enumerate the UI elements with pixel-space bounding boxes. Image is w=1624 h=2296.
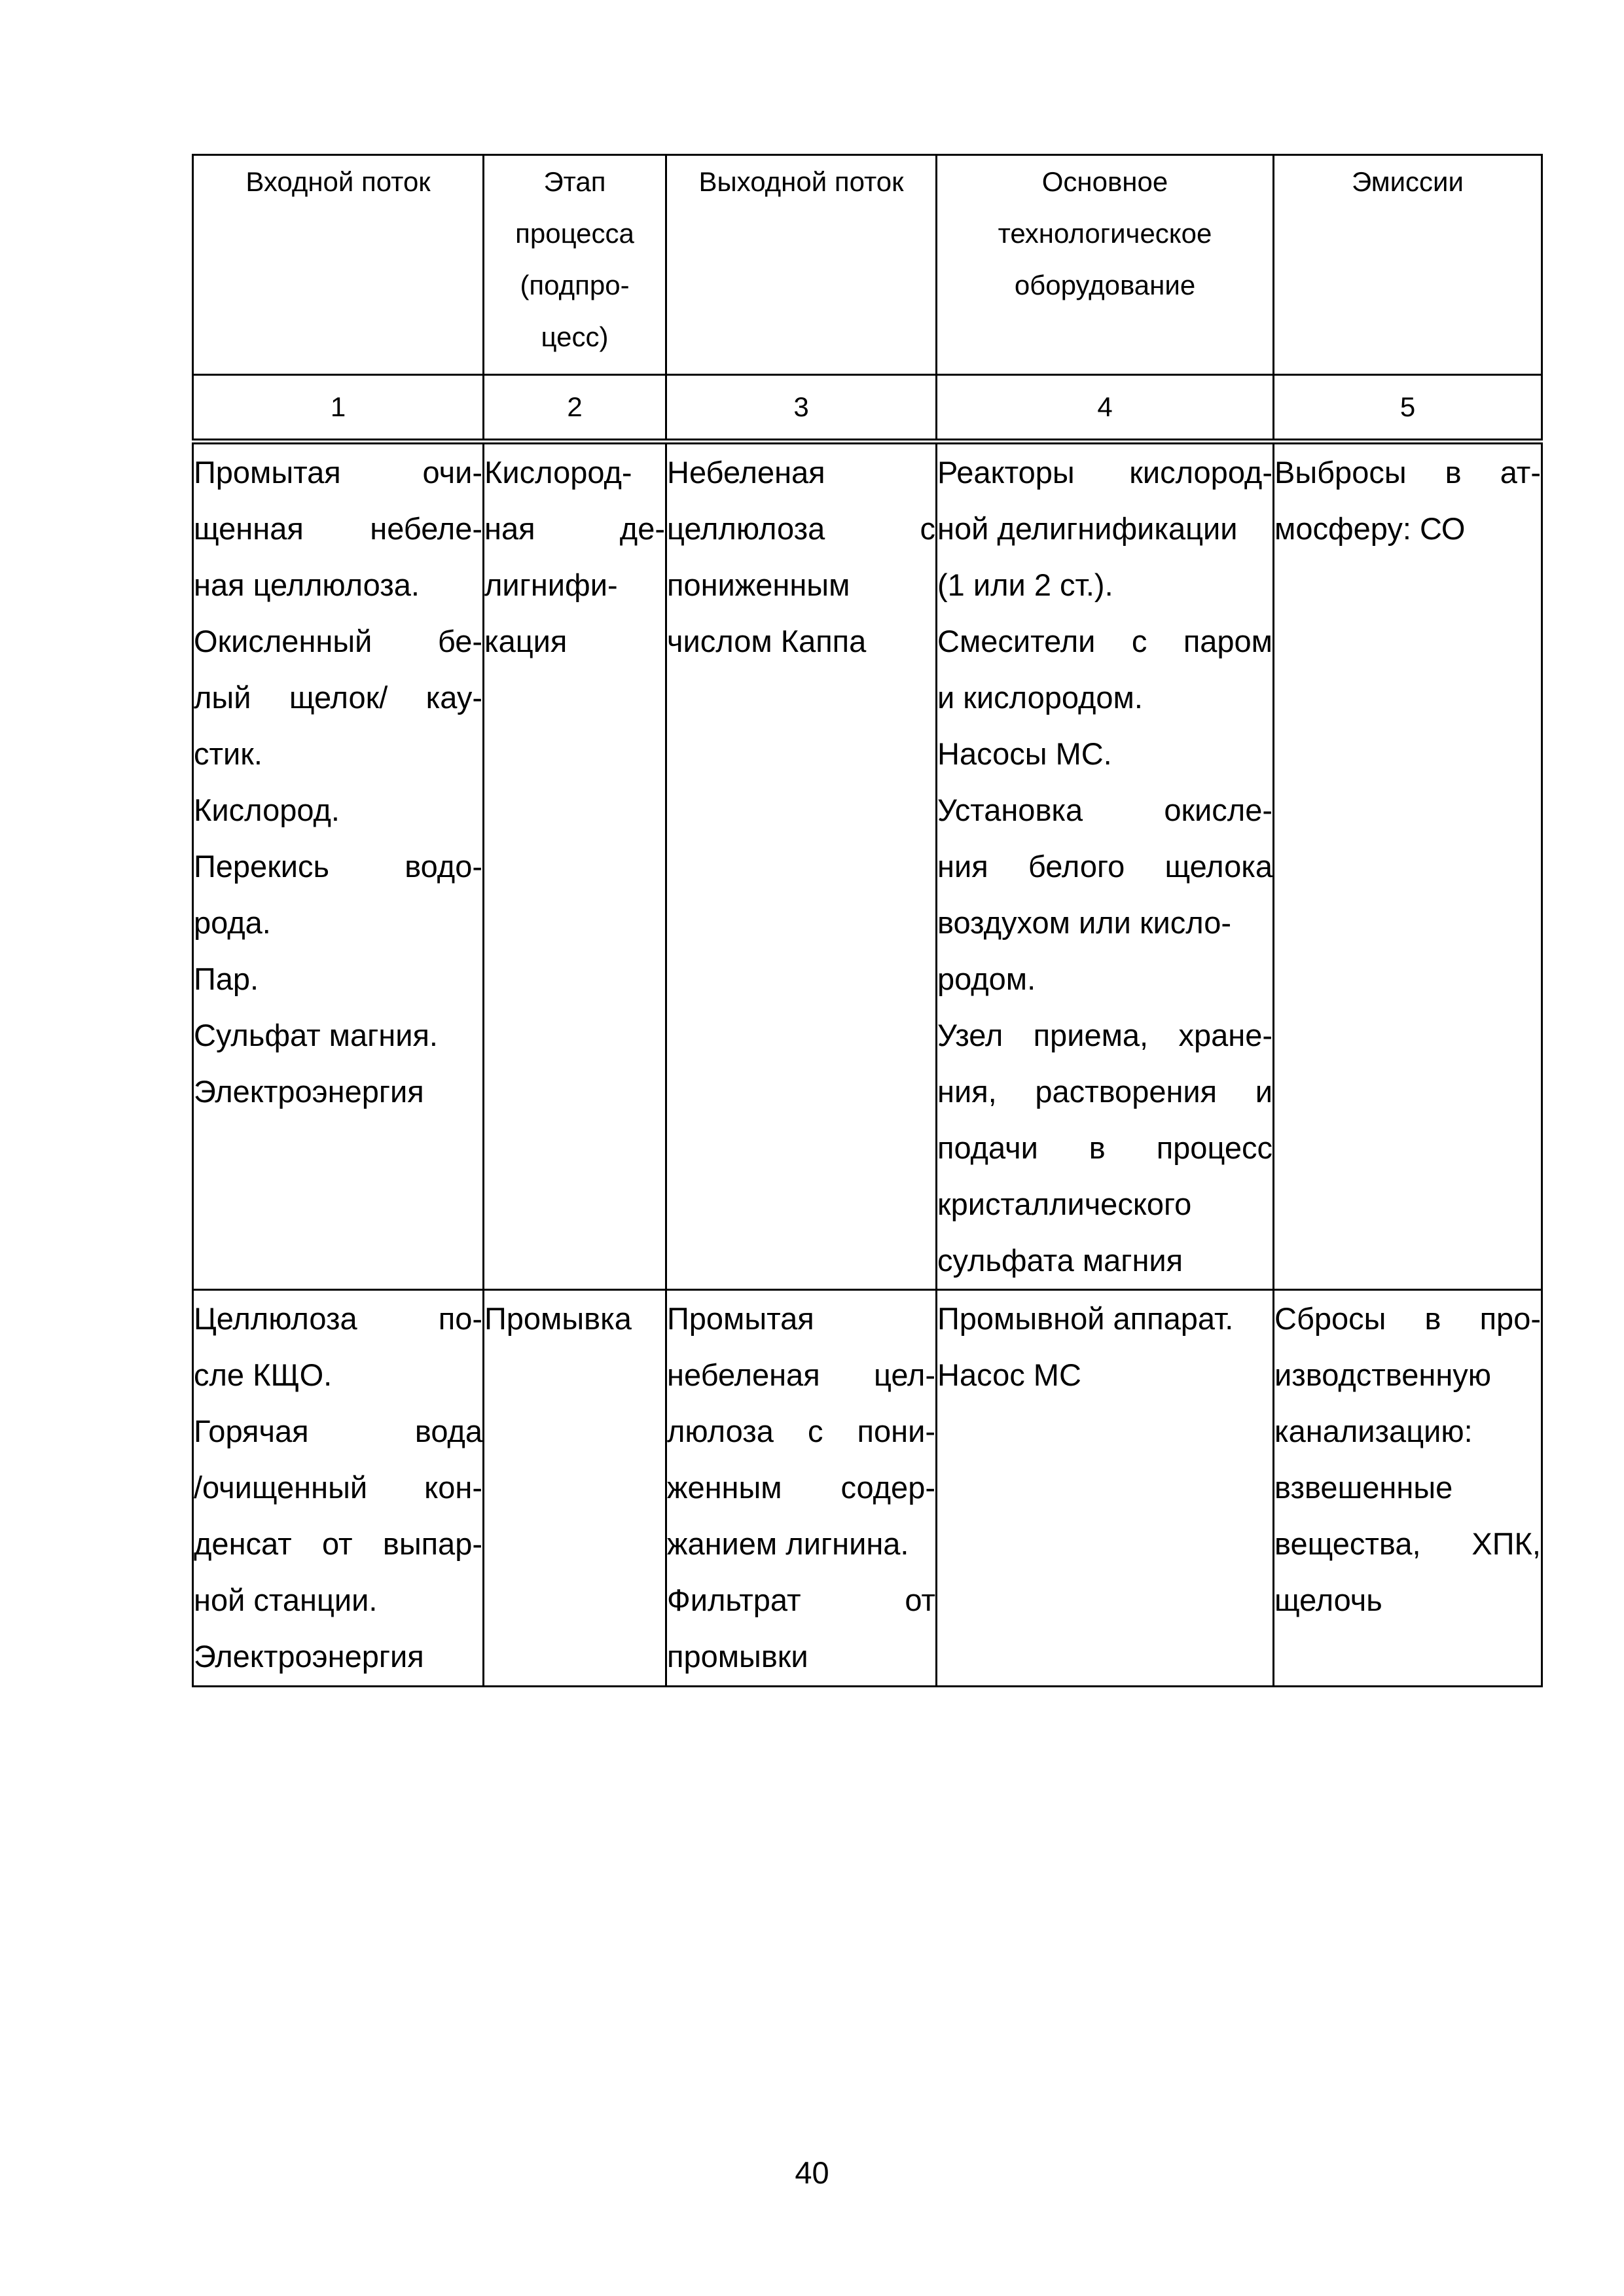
cell-text-line: изводственную [1274, 1357, 1492, 1392]
cell-text-line: Кислород- [484, 455, 632, 490]
cell-text-line: сульфата магния [937, 1243, 1183, 1278]
cell-text-line: стик. [194, 736, 262, 771]
cell-text-line: Электроэнергия [194, 1074, 424, 1109]
cell-word: щелока [1164, 849, 1272, 884]
cell-text-line: кация [484, 624, 568, 658]
column-number: 1 [193, 375, 484, 442]
cell-text-line [667, 1460, 935, 1516]
cell-text-line: жанием лигнина. [667, 1526, 909, 1561]
cell-word: от [321, 1526, 353, 1561]
cell-word: в [1089, 1130, 1106, 1165]
cell-word: Горячая [194, 1414, 309, 1448]
cell-word: денсат [194, 1526, 292, 1561]
cell-word: люлоза [667, 1414, 774, 1448]
cell-text-line: Кислород. [194, 793, 340, 827]
cell-word: ния [937, 849, 988, 884]
cell-word: с [807, 1414, 823, 1448]
cell-text-line [937, 444, 1272, 501]
header-text-line: Основное [1041, 166, 1168, 197]
cell-word: паром [1183, 624, 1272, 658]
column-number-row [193, 375, 1542, 442]
process-stage-cell [484, 442, 666, 1290]
cell-word: /очищенный [194, 1470, 368, 1505]
header-process-stage [484, 155, 666, 375]
equipment-cell [937, 1290, 1274, 1687]
header-input-flow [193, 155, 484, 375]
cell-word: по- [438, 1301, 482, 1336]
cell-text-line: ная целлюлоза. [194, 567, 420, 602]
cell-word: Промытая [194, 455, 341, 490]
cell-word: растворения [1035, 1074, 1218, 1109]
table-row [193, 442, 1542, 1290]
cell-word: щенная [194, 511, 304, 546]
cell-word: ХПК, [1471, 1526, 1541, 1561]
cell-word: очи- [422, 455, 482, 490]
cell-text-line [667, 1347, 935, 1403]
cell-text-line: лигнифи- [484, 567, 618, 602]
cell-text-line [1274, 1516, 1541, 1572]
cell-word: пони- [857, 1414, 935, 1448]
cell-text-line: Промывка [484, 1301, 632, 1336]
cell-word: ная [484, 511, 535, 546]
cell-word: содер- [840, 1470, 935, 1505]
cell-text-line [937, 1120, 1272, 1176]
cell-word: женным [667, 1470, 782, 1505]
cell-text-line: ной станции. [194, 1583, 378, 1617]
cell-word: Целлюлоза [194, 1301, 357, 1336]
cell-word: Реакторы [937, 455, 1075, 490]
cell-word: Окисленный [194, 624, 372, 658]
input-flow-cell [193, 1290, 484, 1687]
cell-text-line: (1 или 2 ст.). [937, 567, 1113, 602]
cell-text-line [194, 670, 482, 726]
cell-text-line [667, 1572, 935, 1628]
cell-text-line [194, 613, 482, 670]
cell-word: Перекись [194, 849, 330, 884]
header-text-line: Эмиссии [1352, 166, 1464, 197]
cell-text-line: Электроэнергия [194, 1639, 424, 1674]
cell-word: ат- [1500, 455, 1541, 490]
cell-word: подачи [937, 1130, 1038, 1165]
header-row [193, 155, 1542, 375]
cell-text-line: Насосы МС. [937, 736, 1112, 771]
column-number: 5 [1274, 375, 1542, 442]
header-text-line: (подпро- [520, 270, 630, 300]
cell-text-line: Насос МС [937, 1357, 1081, 1392]
cell-text-line [667, 501, 935, 557]
cell-text-line: Пар. [194, 961, 259, 996]
cell-word: от [905, 1583, 935, 1617]
cell-text-line [484, 501, 665, 557]
output-flow-cell [666, 442, 937, 1290]
cell-text-line [937, 1007, 1272, 1064]
cell-text-line [1274, 444, 1541, 501]
cell-word: выпар- [382, 1526, 482, 1561]
column-number: 2 [484, 375, 666, 442]
header-text-line: цесс) [541, 321, 609, 352]
output-flow-cell [666, 1290, 937, 1687]
cell-text-line: ной делигнификации [937, 511, 1238, 546]
cell-text-line: мосферу: СО [1274, 511, 1466, 546]
header-text-line: Этап [543, 166, 606, 197]
cell-text-line: родом. [937, 961, 1036, 996]
cell-text-line [1274, 1291, 1541, 1347]
cell-word: Сбросы [1274, 1301, 1386, 1336]
table-row [193, 1290, 1542, 1687]
cell-word: в [1424, 1301, 1441, 1336]
cell-word: хране- [1178, 1018, 1272, 1052]
cell-word: вода [414, 1414, 482, 1448]
header-text-line: процесса [515, 218, 634, 249]
cell-word: Установка [937, 793, 1083, 827]
cell-word: кау- [425, 680, 482, 715]
cell-text-line: сле КЩО. [194, 1357, 333, 1392]
cell-text-line [194, 444, 482, 501]
cell-text-line: и кислородом. [937, 680, 1143, 715]
cell-word: бе- [437, 624, 482, 658]
cell-text-line [937, 782, 1272, 838]
cell-text-line: кристаллического [937, 1187, 1192, 1221]
cell-word: с [920, 511, 935, 546]
cell-text-line [194, 501, 482, 557]
header-emissions [1274, 155, 1542, 375]
process-table [192, 154, 1543, 1687]
header-text-line: технологическое [998, 218, 1212, 249]
emissions-cell [1274, 1290, 1542, 1687]
cell-word: Узел [937, 1018, 1003, 1052]
cell-word: окисле- [1164, 793, 1272, 827]
cell-text-line: Промывной аппарат. [937, 1301, 1234, 1336]
header-text-line: оборудование [1014, 270, 1196, 300]
cell-word: вещества, [1274, 1526, 1421, 1561]
cell-text-line [194, 838, 482, 895]
cell-text-line: воздухом или кисло- [937, 905, 1232, 940]
input-flow-cell [193, 442, 484, 1290]
cell-word: кислород- [1129, 455, 1272, 490]
cell-word: Смесители [937, 624, 1096, 658]
cell-text-line [194, 1460, 482, 1516]
cell-text-line [194, 1291, 482, 1347]
cell-text-line: рода. [194, 905, 271, 940]
cell-text-line: канализацию: [1274, 1414, 1473, 1448]
emissions-cell [1274, 442, 1542, 1290]
cell-text-line: Сульфат магния. [194, 1018, 438, 1052]
cell-word: целлюлоза [667, 511, 825, 546]
cell-text-line: Промытая [667, 1301, 814, 1336]
header-text-line: Выходной поток [698, 166, 904, 197]
cell-word: про- [1479, 1301, 1541, 1336]
cell-text-line [194, 1516, 482, 1572]
page-number: 40 [795, 2155, 829, 2190]
cell-text-line [194, 1403, 482, 1460]
process-stage-cell [484, 1290, 666, 1687]
cell-text-line: числом Каппа [667, 624, 867, 658]
cell-word: небеленая [667, 1357, 820, 1392]
equipment-cell [937, 442, 1274, 1290]
cell-text-line [667, 1403, 935, 1460]
cell-word: и [1255, 1074, 1272, 1109]
cell-text-line: промывки [667, 1639, 808, 1674]
cell-word: в [1445, 455, 1462, 490]
cell-text-line [937, 838, 1272, 895]
cell-word: с [1131, 624, 1147, 658]
cell-word: кон- [424, 1470, 482, 1505]
cell-word: небеле- [370, 511, 482, 546]
cell-word: цел- [873, 1357, 935, 1392]
cell-word: лый [194, 680, 251, 715]
cell-text-line: Небеленая [667, 455, 825, 490]
cell-text-line: пониженным [667, 567, 850, 602]
cell-word: белого [1028, 849, 1125, 884]
cell-word: водо- [405, 849, 482, 884]
header-output-flow [666, 155, 937, 375]
cell-word: щелок/ [289, 680, 388, 715]
cell-text-line [937, 613, 1272, 670]
cell-text-line: щелочь [1274, 1583, 1382, 1617]
header-main-equipment [937, 155, 1274, 375]
column-number: 3 [666, 375, 937, 442]
cell-word: де- [619, 511, 665, 546]
cell-word: процесс [1156, 1130, 1272, 1165]
header-text-line: Входной поток [245, 166, 431, 197]
cell-text-line: взвешенные [1274, 1470, 1453, 1505]
cell-text-line [937, 1064, 1272, 1120]
cell-word: приема, [1033, 1018, 1149, 1052]
cell-word: ния, [937, 1074, 997, 1109]
column-number: 4 [937, 375, 1274, 442]
cell-word: Фильтрат [667, 1583, 801, 1617]
cell-word: Выбросы [1274, 455, 1407, 490]
